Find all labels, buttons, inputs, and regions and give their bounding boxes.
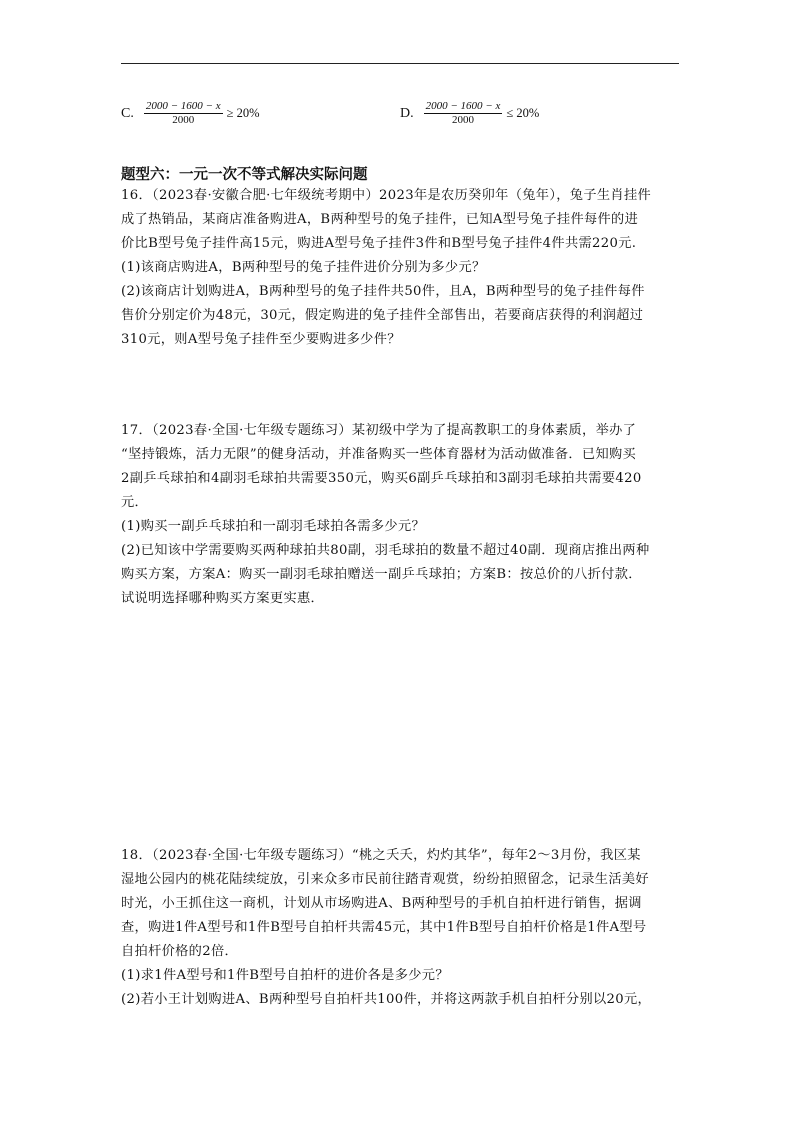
question-16-line: (2)该商店计划购进A，B两种型号的兔子挂件共50件，且A，B两种型号的兔子挂件每件 [121,284,645,299]
question-17-line: 购买方案，方案A：购买一副羽毛球拍赠送一副乒乓球拍；方案B：按总价的八折付款． [121,567,642,582]
question-17-line: 元． [121,495,149,510]
question-17-line: 试说明选择哪种购买方案更实惠． [121,591,325,606]
option-c-denominator: 2000 [172,114,195,126]
question-16-line: 310元，则A型号兔子挂件至少要购进多少件？ [121,332,401,347]
header-rule [121,63,679,64]
question-18-line: (2)若小王计划购进A、B两种型号自拍杆共100件，并将这两款手机自拍杆分别以20元， [121,992,652,1007]
question-17-line: “坚持锻炼，活力无限”的健身活动，并准备购买一些体育器材为活动做准备．已知购买 [121,447,637,462]
option-c-letter: C. [121,105,134,121]
option-c-fraction [144,100,223,127]
section-title: 题型六：一元一次不等式解决实际问题 [121,167,368,183]
option-c-numerator: 2000 − 1600 − x [145,100,221,112]
question-16-line: 售价分别定价为48元，30元，假定购进的兔子挂件全部售出，若要商店获得的利润超过 [121,308,644,323]
option-d-denominator: 2000 [451,114,474,126]
question-16 [121,184,683,352]
question-18-line: 湿地公园内的桃花陆续绽放，引来众多市民前往踏青观赏，纷纷拍照留念，记录生活美好 [121,872,649,887]
option-c [121,100,259,127]
option-d-fraction [424,100,503,127]
question-18-line: 查，购进1件A型号和1件B型号自拍杆共需45元，其中1件B型号自拍杆价格是1件A型号 [121,920,647,935]
option-d-relation: ≤ 20% [506,106,540,120]
option-c-relation: ≥ 20% [226,106,260,120]
option-d-numerator: 2000 − 1600 − x [425,100,501,112]
question-18-line: 自拍杆价格的2倍． [121,944,239,959]
question-18 [121,844,683,1012]
question-16-line: 成了热销品，某商店准备购进A，B两种型号的兔子挂件，已知A型号兔子挂件每件的进 [121,212,639,227]
question-18-line: (1)求1件A型号和1件B型号自拍杆的进价各是多少元？ [121,968,449,983]
option-d [400,100,539,127]
question-17-line: 2副乒乓球拍和4副羽毛球拍共需要350元，购买6副乒乓球拍和3副羽毛球拍共需要420 [121,471,642,486]
question-17-line: 17．（2023春·全国·七年级专题练习）某初级中学为了提高教职工的身体素质，举办了 [121,423,637,438]
option-d-letter: D. [400,105,414,121]
question-16-line: 价比B型号兔子挂件高15元，购进A型号兔子挂件3件和B型号兔子挂件4件共需220元. [121,236,637,251]
question-17-line: (2)已知该中学需要购买两种球拍共80副，羽毛球拍的数量不超过40副．现商店推出两种 [121,543,650,558]
question-18-line: 18．（2023春·全国·七年级专题练习）“桃之夭夭，灼灼其华”，每年2～3月份，我区某 [121,848,641,863]
question-17 [121,419,683,611]
question-18-line: 时光，小王抓住这一商机，计划从市场购进A、B两种型号的手机自拍杆进行销售，据调 [121,896,642,911]
question-16-line: (1)该商店购进A，B两种型号的兔子挂件进价分别为多少元？ [121,260,486,275]
question-17-line: (1)购买一副乒乓球拍和一副羽毛球拍各需多少元？ [121,519,426,534]
question-16-line: 16．（2023春·安徽合肥·七年级统考期中）2023年是农历癸卯年（兔年），兔子生肖挂件 [121,188,652,203]
